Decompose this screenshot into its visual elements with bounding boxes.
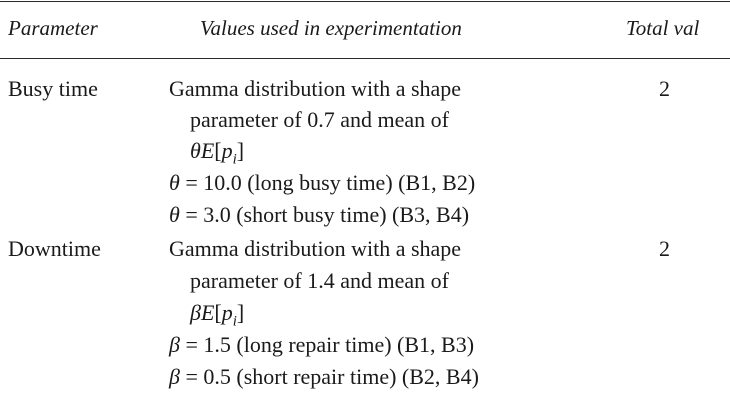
row-option-1: θ = 10.0 (long busy time) (B1, B2) [169, 170, 476, 195]
row-mean-expression: $\theta E[p_i]$ [190, 138, 245, 168]
header-total: Total val [626, 16, 700, 40]
row-parameter: Busy time [8, 76, 98, 101]
row-desc-line1: Gamma distribution with a shape [169, 76, 462, 101]
row-desc-line1: Gamma distribution with a shape [169, 236, 462, 261]
header-rule [0, 58, 730, 59]
row-desc-line2: parameter of 1.4 and mean of [190, 268, 449, 293]
row-option-2: θ = 3.0 (short busy time) (B3, B4) [169, 202, 470, 227]
row-option-2: β = 0.5 (short repair time) (B2, B4) [169, 364, 479, 389]
row-desc-line2: parameter of 0.7 and mean of [190, 107, 449, 132]
table-top-rule [0, 1, 730, 2]
row-option-1: β = 1.5 (long repair time) (B1, B3) [169, 332, 475, 357]
header-values: Values used in experimentation [200, 16, 462, 40]
row-total: 2 [659, 76, 670, 101]
row-mean-expression: $\beta E[p_i]$ [190, 300, 245, 330]
row-total: 2 [659, 236, 670, 261]
header-parameter: Parameter [8, 16, 98, 40]
row-parameter: Downtime [8, 236, 101, 261]
